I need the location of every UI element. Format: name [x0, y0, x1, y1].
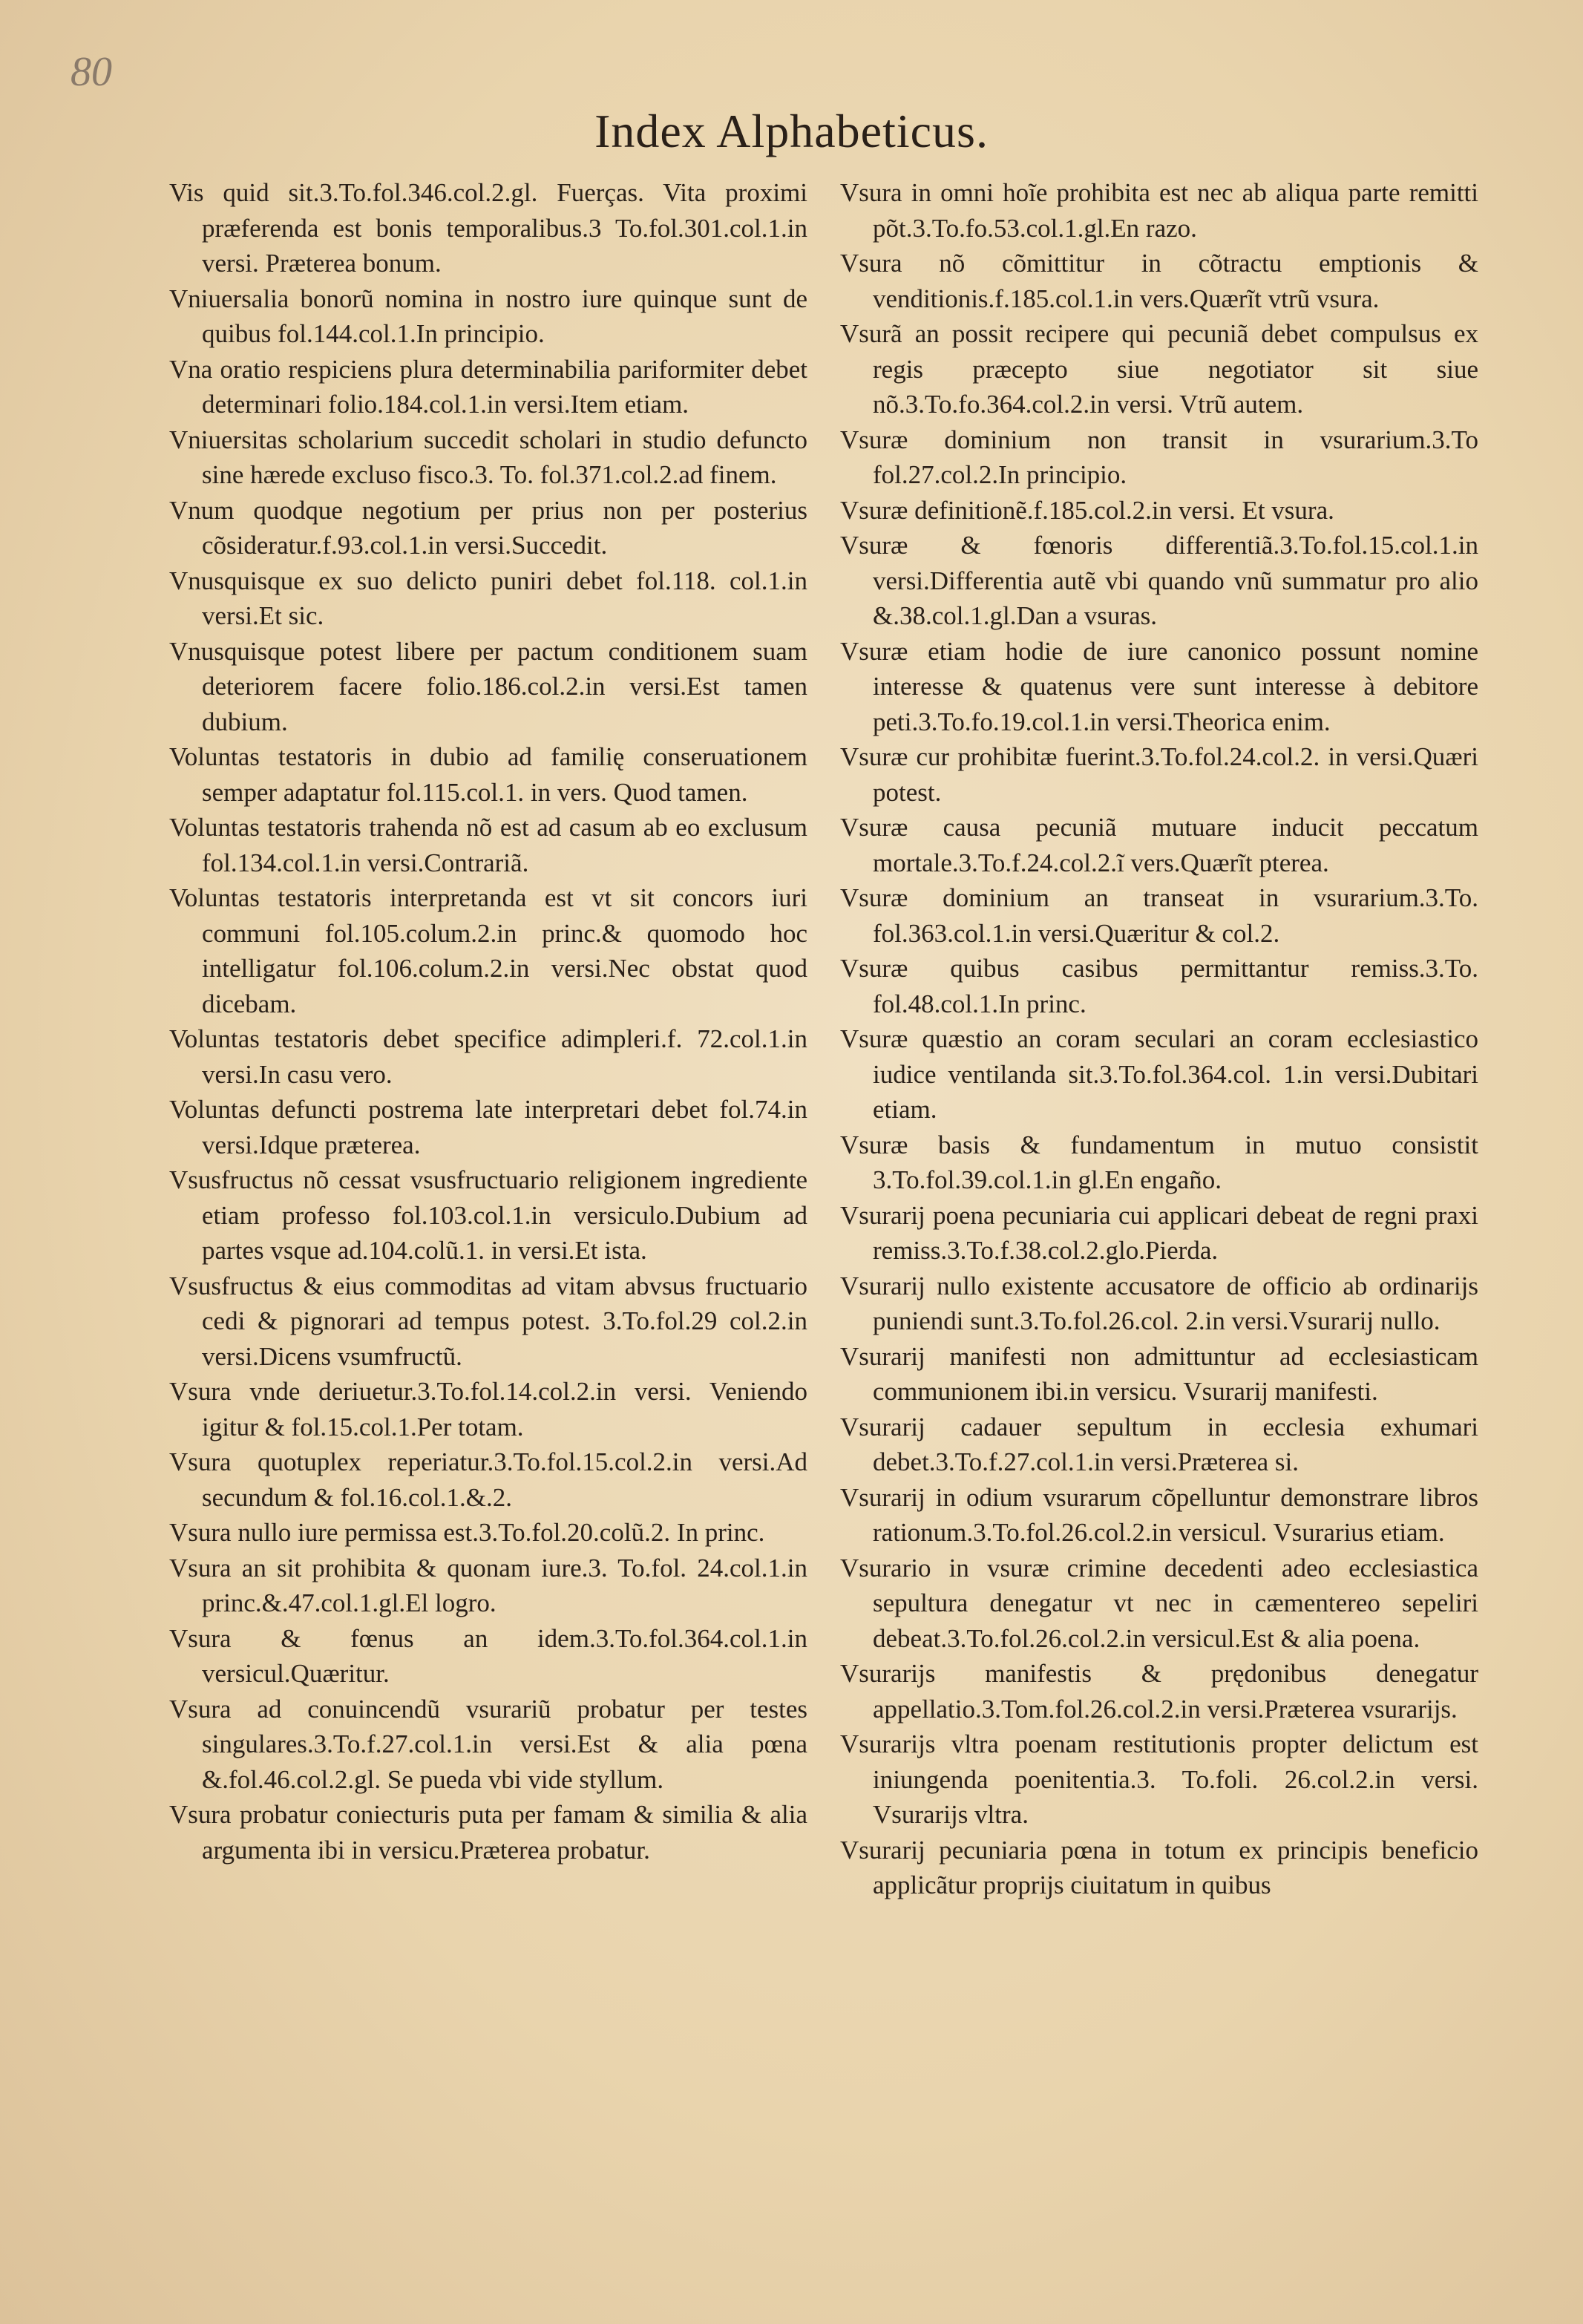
index-entry: Vsurarij nullo existente accusatore de officio ab ordinarijs puniendi sunt.3.To.fol.26.col. 2.in versi.Vsurarij nullo.: [840, 1271, 1478, 1335]
index-entry: Voluntas testatoris in dubio ad familię conseruationem semper adaptatur fol.115.col.1. in vers. Quod tamen.: [169, 742, 807, 807]
index-entry: Vsura an sit prohibita & quonam iure.3. To.fol. 24.col.1.in princ.&.47.col.1.gl.El logro.: [169, 1553, 807, 1617]
index-entry: Vsura in omni hoĩe prohibita est nec ab aliqua parte remitti põt.3.To.fo.53.col.1.gl.En razo.: [840, 178, 1478, 243]
index-entry: Vsuræ dominium non transit in vsurarium.3.To fol.27.col.2.In principio.: [840, 425, 1478, 489]
index-entry: Vsurarij manifesti non admittuntur ad ecclesiasticam communionem ibi.in versicu. Vsurarij manifesti.: [840, 1341, 1478, 1406]
index-entry: Vniuersalia bonorũ nomina in nostro iure quinque sunt de quibus fol.144.col.1.In principio.: [169, 284, 807, 348]
index-entry: Vsuræ quæstio an coram seculari an coram ecclesiastico iudice ventilanda sit.3.To.fol.364.col. 1.in versi.Dubitari etiam.: [840, 1024, 1478, 1124]
index-entry: Vsuræ quibus casibus permittantur remiss.3.To. fol.48.col.1.In princ.: [840, 954, 1478, 1018]
index-entry: Vsuræ & fœnoris differentiã.3.To.fol.15.col.1.in versi.Differentia autẽ vbi quando vnũ summatur pro alio &.38.col.1.gl.Dan a vsuras.: [840, 531, 1478, 630]
index-entry: Vsurarijs manifestis & prędonibus denegatur appellatio.3.Tom.fol.26.col.2.in versi.Præterea vsurarijs.: [840, 1659, 1478, 1724]
index-column-right: [840, 175, 1478, 1903]
index-entry: Vsurarijs vltra poenam restitutionis propter delictum est iniungenda poenitentia.3. To.foli. 26.col.2.in versi. Vsurarijs vltra.: [840, 1729, 1478, 1829]
index-entry: Vsurarij pecuniaria pœna in totum ex principis beneficio applicãtur proprijs ciuitatum in quibus: [840, 1835, 1478, 1899]
running-head: Index Alphabeticus.: [594, 105, 989, 157]
index-entry: Vsuræ definitionẽ.f.185.col.2.in versi. Et vsura.: [840, 495, 1334, 525]
index-entry: Vsuræ dominium an transeat in vsurarium.3.To. fol.363.col.1.in versi.Quæritur & col.2.: [840, 883, 1478, 948]
index-entry: Vniuersitas scholarium succedit scholari in studio defuncto sine hærede excluso fisco.3. To. fol.371.col.2.ad finem.: [169, 425, 807, 489]
index-entry: Vnusquisque potest libere per pactum conditionem suam deteriorem facere folio.186.col.2.in versi.Est tamen dubium.: [169, 636, 807, 736]
index-entry: Vsurario in vsuræ crimine decedenti adeo ecclesiastica sepultura denegatur vt nec in cæmentereo sepeliri debeat.3.To.fol.26.col.2.in versicul.Est & alia poena.: [840, 1553, 1478, 1653]
index-entry: Vsura vnde deriuetur.3.To.fol.14.col.2.in versi. Veniendo igitur & fol.15.col.1.Per totam.: [169, 1377, 807, 1441]
index-entry: Voluntas defuncti postrema late interpretari debet fol.74.in versi.Idque præterea.: [169, 1095, 807, 1159]
index-entry: Vsura nullo iure permissa est.3.To.fol.20.colũ.2. In princ.: [169, 1518, 765, 1547]
index-entry: Voluntas testatoris debet specifice adimpleri.f. 72.col.1.in versi.In casu vero.: [169, 1024, 807, 1089]
index-entry: Vis quid sit.3.To.fol.346.col.2.gl. Fuerças. Vita proximi præferenda est bonis temporalibus.3 To.fol.301.col.1.in versi. Præterea bonum.: [169, 178, 807, 278]
index-entry: Vsuræ etiam hodie de iure canonico possunt nomine interesse & quatenus vere sunt interesse à debitore peti.3.To.fo.19.col.1.in versi.Theorica enim.: [840, 636, 1478, 736]
index-column-left: [169, 175, 807, 1868]
index-entry: Vna oratio respiciens plura determinabilia pariformiter debet determinari folio.184.col.1.in versi.Item etiam.: [169, 354, 807, 419]
index-entry: Vsusfructus nõ cessat vsusfructuario religionem ingrediente etiam professo fol.103.col.1.in versiculo.Dubium ad partes vsque ad.104.colũ.1. in versi.Et ista.: [169, 1165, 807, 1265]
index-entry: Vsura ad conuincendũ vsurariũ probatur per testes singulares.3.To.f.27.col.1.in versi.Est & alia pœna &.fol.46.col.2.gl. Se pueda vbi vide styllum.: [169, 1694, 807, 1794]
index-entry: Vsura quotuplex reperiatur.3.To.fol.15.col.2.in versi.Ad secundum & fol.16.col.1.&.2.: [169, 1447, 807, 1512]
index-entry: Vsusfructus & eius commoditas ad vitam abvsus fructuario cedi & pignorari ad tempus potest. 3.To.fol.29 col.2.in versi.Dicens vsumfructũ.: [169, 1271, 807, 1371]
index-entry: Vsuræ cur prohibitæ fuerint.3.To.fol.24.col.2. in versi.Quæri potest.: [840, 742, 1478, 807]
index-entry: Voluntas testatoris interpretanda est vt sit concors iuri communi fol.105.colum.2.in princ.& quomodo hoc intelligatur fol.106.colum.2.in versi.Nec obstat quod dicebam.: [169, 883, 807, 1018]
index-entry: Vsura probatur coniecturis puta per famam & similia & alia argumenta ibi in versicu.Præterea probatur.: [169, 1800, 807, 1865]
index-entry: Vsurarij in odium vsurarum cõpelluntur demonstrare libros rationum.3.To.fol.26.col.2.in versicul. Vsurarius etiam.: [840, 1482, 1478, 1547]
index-entry: Vsurã an possit recipere qui pecuniã debet compulsus ex regis præcepto siue negotiator sit siue nõ.3.To.fo.364.col.2.in versi. Vtrũ autem.: [840, 319, 1478, 419]
index-entry: Vnusquisque ex suo delicto puniri debet fol.118. col.1.in versi.Et sic.: [169, 566, 807, 630]
index-entry: Vsuræ causa pecuniã mutuare inducit peccatum mortale.3.To.f.24.col.2.ĩ vers.Quærĩt pterea.: [840, 813, 1478, 877]
index-entry: Vsurarij cadauer sepultum in ecclesia exhumari debet.3.To.f.27.col.1.in versi.Præterea si.: [840, 1412, 1478, 1476]
index-entry: Vsura & fœnus an idem.3.To.fol.364.col.1.in versicul.Quæritur.: [169, 1623, 807, 1688]
index-entry: Vsura nõ cõmittitur in cõtractu emptionis & venditionis.f.185.col.1.in vers.Quærĩt vtrũ vsura.: [840, 249, 1478, 313]
page-number: 80: [71, 49, 112, 95]
index-entry: Voluntas testatoris trahenda nõ est ad casum ab eo exclusum fol.134.col.1.in versi.Contrariã.: [169, 813, 807, 877]
index-entry: Vnum quodque negotium per prius non per posterius cõsideratur.f.93.col.1.in versi.Succedit.: [169, 495, 807, 560]
index-entry: Vsurarij poena pecuniaria cui applicari debeat de regni praxi remiss.3.To.f.38.col.2.glo.Pierda.: [840, 1200, 1478, 1265]
index-entry: Vsuræ basis & fundamentum in mutuo consistit 3.To.fol.39.col.1.in gl.En engaño.: [840, 1130, 1478, 1194]
